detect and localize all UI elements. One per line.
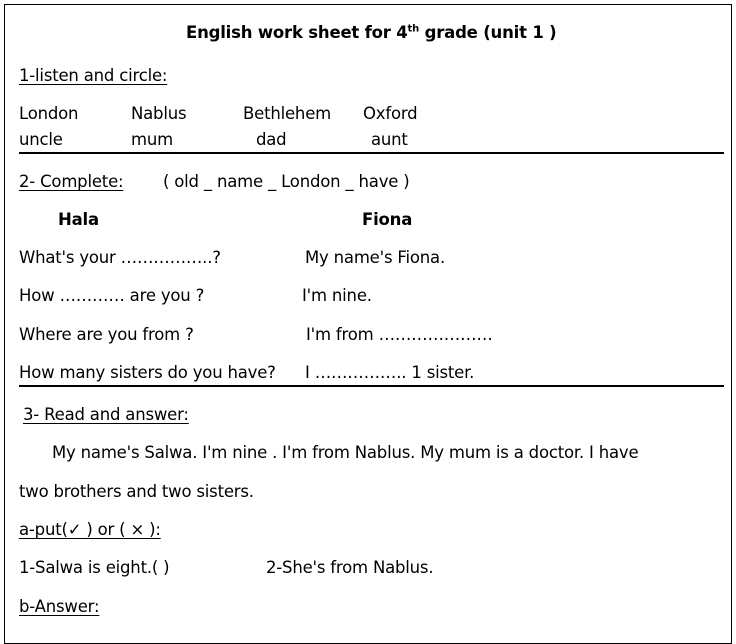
section-divider: [19, 385, 724, 387]
part-b-heading: b-Answer:: [19, 597, 100, 616]
dialogue-answer: My name's Fiona.: [305, 248, 445, 267]
title-superscript: th: [407, 23, 420, 35]
word-option: uncle: [19, 130, 63, 149]
word-option: mum: [131, 130, 174, 149]
dialogue-answer: I'm from …………………: [306, 325, 493, 344]
worksheet-title: [186, 23, 557, 42]
dialogue-answer: I'm nine.: [302, 286, 372, 305]
word-option: aunt: [371, 130, 408, 149]
dialogue-question: How ………… are you ?: [19, 286, 205, 305]
part-a-heading: a-put(✓ ) or ( × ):: [19, 520, 161, 539]
word-option: Nablus: [131, 104, 187, 123]
dialogue-question: What's your ……………..?: [19, 248, 221, 267]
word-option: dad: [256, 130, 287, 149]
column-heading-left: Hala: [58, 210, 99, 229]
word-bank: ( old _ name _ London _ have ): [163, 172, 410, 191]
reading-passage-line: two brothers and two sisters.: [19, 482, 254, 501]
title-prefix: English work sheet for 4: [186, 23, 408, 42]
true-false-question: 1-Salwa is eight.( ): [19, 558, 170, 577]
section2-heading: 2- Complete:: [19, 172, 124, 191]
word-option: Oxford: [363, 104, 418, 123]
worksheet-page: [4, 4, 732, 644]
word-option: London: [19, 104, 79, 123]
word-option: Bethlehem: [243, 104, 332, 123]
title-suffix: grade (unit 1 ): [419, 23, 557, 42]
dialogue-question: Where are you from ?: [19, 325, 194, 344]
section3-heading: 3- Read and answer:: [23, 405, 189, 424]
dialogue-answer: I …………….. 1 sister.: [305, 363, 475, 382]
section-divider: [19, 152, 724, 154]
reading-passage-line: My name's Salwa. I'm nine . I'm from Nablus. My mum is a doctor. I have: [52, 443, 639, 462]
section1-heading: 1-listen and circle:: [19, 66, 168, 85]
column-heading-right: Fiona: [362, 210, 413, 229]
dialogue-question: How many sisters do you have?: [19, 363, 276, 382]
true-false-question: 2-She's from Nablus.: [266, 558, 434, 577]
